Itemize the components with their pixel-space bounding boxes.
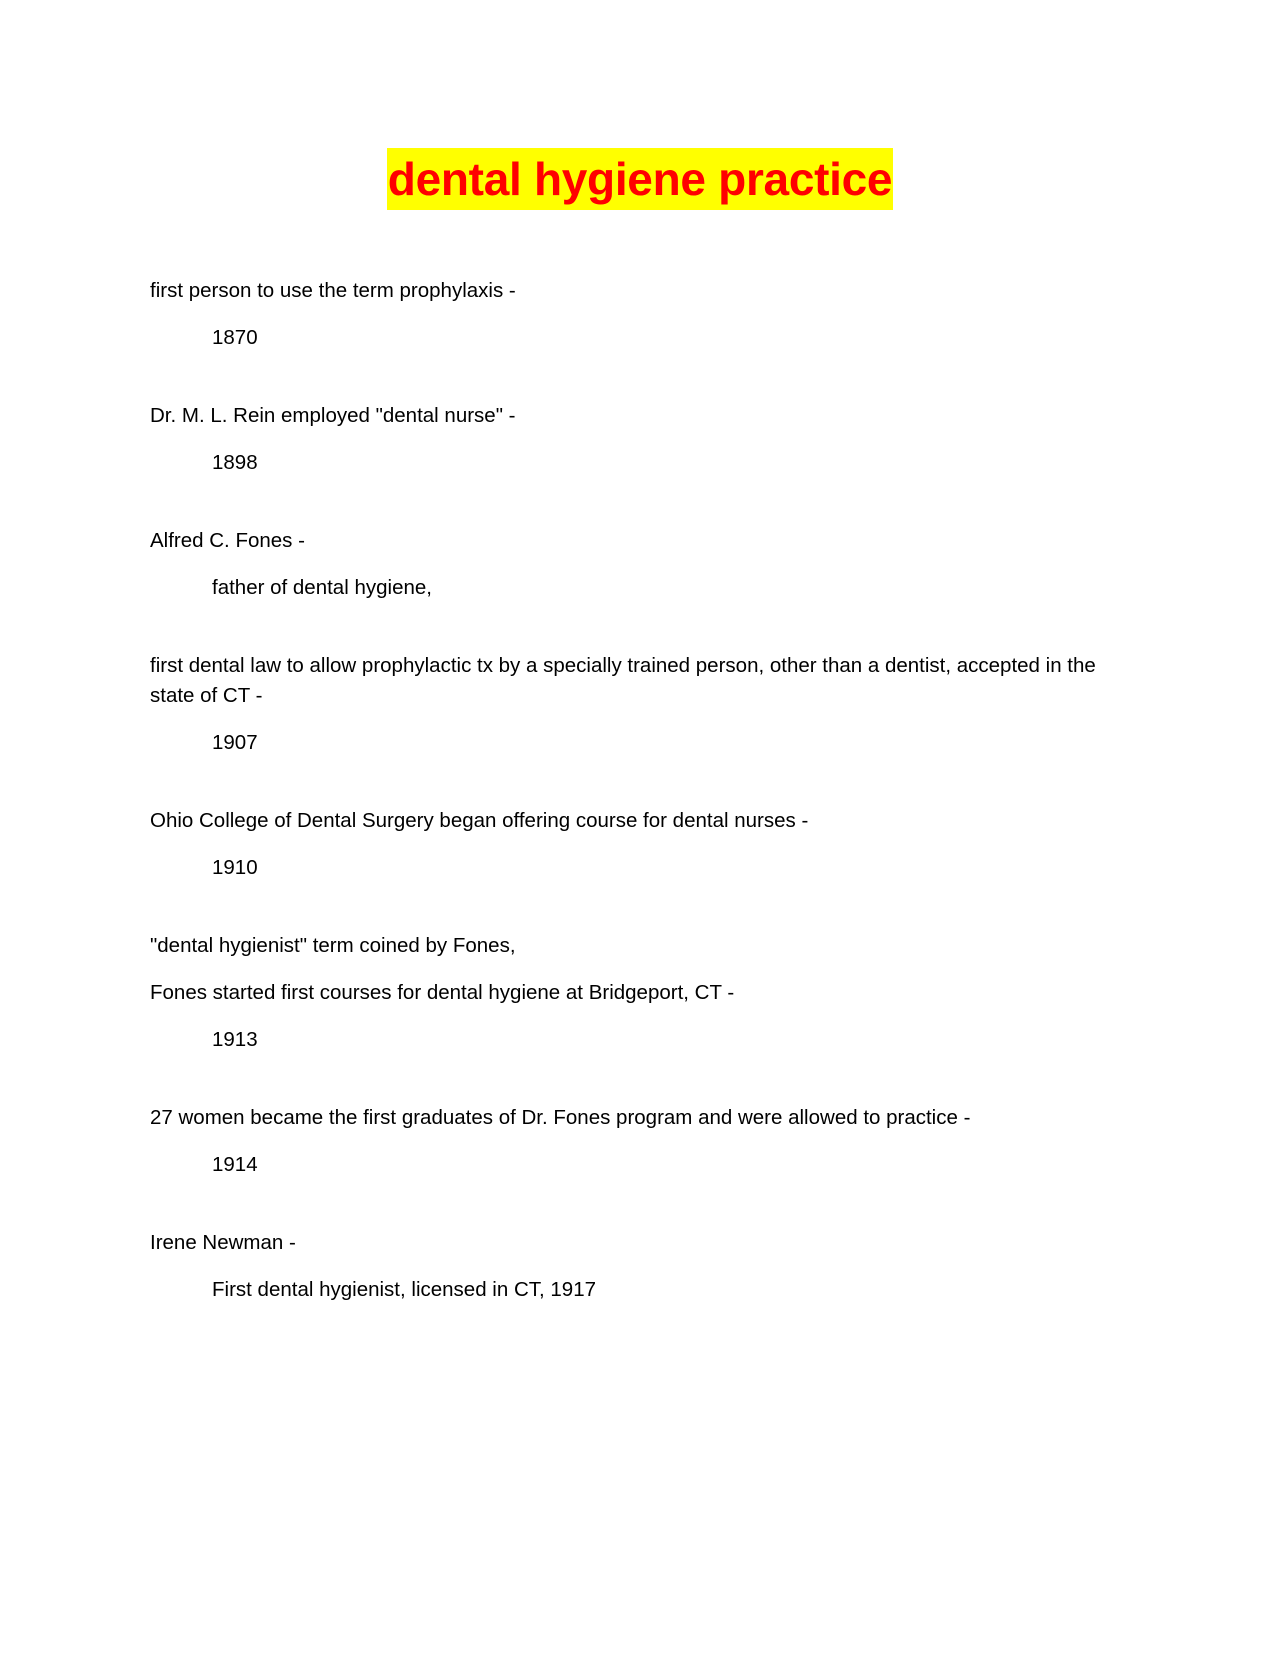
entry-term: Ohio College of Dental Surgery began offering course for dental nurses - [150, 809, 809, 832]
flashcard-entry [150, 651, 1110, 758]
entry-definition: 1913 [212, 1028, 258, 1051]
title-container [0, 148, 1280, 210]
flashcard-entry [150, 276, 1110, 353]
entry-term-continued: Fones started first courses for dental hygiene at Bridgeport, CT - [150, 981, 735, 1004]
entry-definition: 1907 [212, 731, 258, 754]
entry-definition: father of dental hygiene, [212, 576, 432, 599]
entry-definition: 1914 [212, 1153, 258, 1176]
entry-term: Irene Newman - [150, 1231, 296, 1254]
entry-term: "dental hygienist" term coined by Fones, [150, 934, 516, 957]
flashcard-entry [150, 401, 1110, 478]
entry-definition: First dental hygienist, licensed in CT, 1917 [212, 1278, 597, 1301]
entry-term: Dr. M. L. Rein employed "dental nurse" - [150, 404, 516, 427]
entry-definition: 1910 [212, 856, 258, 879]
flashcard-entry [150, 526, 1110, 603]
flashcard-entry [150, 1103, 1110, 1180]
document-title: dental hygiene practice [387, 148, 893, 210]
entry-term: first person to use the term prophylaxis - [150, 279, 516, 302]
entry-term: Alfred C. Fones - [150, 529, 305, 552]
flashcard-entry [150, 806, 1110, 883]
entry-term: first dental law to allow prophylactic tx by a specially trained person, other than a dentist, accepted in the state of CT - [150, 654, 1096, 707]
entry-definition: 1898 [212, 451, 258, 474]
flashcard-entry [150, 1228, 1110, 1305]
entry-definition: 1870 [212, 326, 258, 349]
entry-term: 27 women became the first graduates of Dr. Fones program and were allowed to practice - [150, 1106, 971, 1129]
flashcard-list [150, 276, 1110, 1353]
flashcard-entry [150, 931, 1110, 1055]
